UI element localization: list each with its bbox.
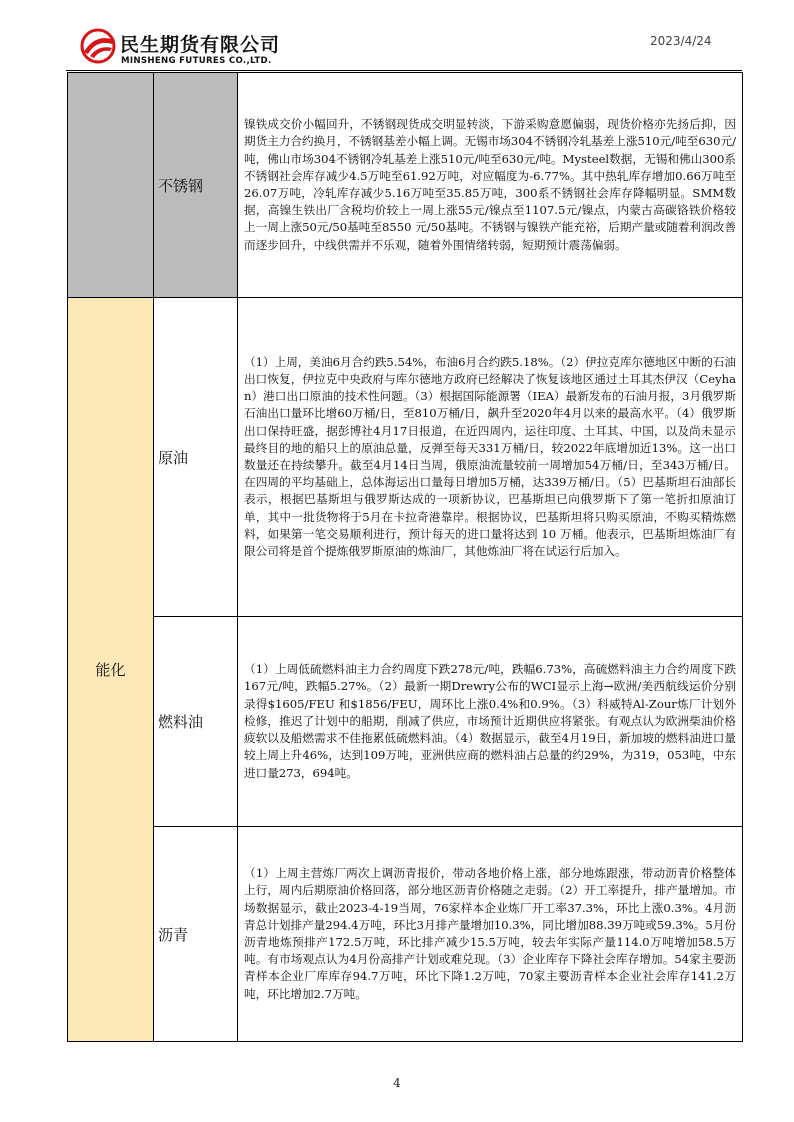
table-row-asphalt [68,827,743,1042]
subcategory-crude-oil: 原油 [154,298,238,617]
commodity-table [67,72,743,1042]
header-divider [66,70,742,71]
subcategory-asphalt: 沥青 [154,827,238,1042]
page-header [0,0,794,72]
category-energy-chemical: 能化 [68,298,154,1042]
table-row-crude [68,298,743,617]
subcategory-fuel-oil: 燃料油 [154,617,238,827]
stainless-commentary: 镍铁成交价小幅回升，不锈钢现货成交明显转淡，下游采购意愿偏弱，现货价格亦先扬后抑，因期货主力合约换月，不锈钢基差小幅上调。无锡市场304不锈钢冷轧基差上涨510元/吨至630元/吨，佛山市场304不锈钢冷轧基差上涨510元/吨至630元/吨。Mysteel数据，无锡和佛山300系不锈钢社会库存减少4.5万吨至61.92万吨，对应幅度为-6.77%。其中热轧库存增加0.66万吨至26.07万吨，冷轧库存减少5.16万吨至35.85万吨，300系不锈钢社会库存降幅明显。SMM数据，高镍生铁出厂含税均价较上一周上涨55元/镍点至1107.5元/镍点，内蒙古高碳铬铁价格较上一周上涨50元/50基吨至8550 元/50基吨。不锈钢与镍铁产能充裕，后期产量或随着利润改善而逐步回升，中线供需并不乐观，随着外围情绪转弱，短期预计震荡偏弱。 [238,73,743,298]
asphalt-commentary: （1）上周主营炼厂两次上调沥青报价，带动各地价格上涨，部分地炼跟涨，带动沥青价格整体上行，周内后期原油价格回落，部分地区沥青价格随之走弱。（2）开工率提升，排产量增加。市场数据显示，截止2023-4-19当周，76家样本企业炼厂开工率37.3%，环比上涨0.3%。4月沥青总计划排产量294.4万吨，环比3月排产量增加10.3%，同比增加88.39万吨或59.3%。5月份沥青地炼预排产172.5万吨，环比排产减少15.5万吨，较去年实际产量114.0万吨增加58.5万吨。有市场观点认为4月份高排产计划或难兑现。（3）企业库存下降社会库存增加。54家主要沥青样本企业厂库库存94.7万吨，环比下降1.2万吨，70家主要沥青样本企业社会库存141.2万吨，环比增加2.7万吨。 [238,827,743,1042]
page-number: 4 [393,1076,401,1090]
company-name-en: MINSHENG FUTURES CO.,LTD. [121,56,272,66]
table-row-stainless [68,73,743,298]
crude-oil-commentary: （1）上周，美油6月合约跌5.54%，布油6月合约跌5.18%。（2）伊拉克库尔德地区中断的石油出口恢复，伊拉克中央政府与库尔德地方政府已经解决了恢复该地区通过土耳其杰伊汉（Ceyhan）港口出口原油的技术性问题。（3）根据国际能源署（IEA）最新发布的石油月报，3月俄罗斯石油出口量环比增60万桶/日，至810万桶/日，飙升至2020年4月以来的最高水平。（4）俄罗斯出口保持旺盛，据彭博社4月17日报道，在近四周内，运往印度、土耳其、中国，以及尚未显示最终目的地的船只上的原油总量，反弹至每天331万桶/日，较2022年底增加近13%。这一出口数量还在持续攀升。截至4月14日当周，俄原油流量较前一周增加54万桶/日，至343万桶/日。在四周的平均基础上，总体海运出口量每日增加5万桶，达339万桶/日。（5）巴基斯坦石油部长表示，根据巴基斯坦与俄罗斯达成的一项新协议，巴基斯坦已向俄罗斯下了第一笔折扣原油订单，其中一批货物将于5月在卡拉奇港靠岸。根据协议，巴基斯坦将只购买原油，不购买精炼燃料，如果第一笔交易顺利进行，预计每天的进口量将达到 10 万桶。他表示，巴基斯坦炼油厂有限公司将是首个提炼俄罗斯原油的炼油厂，其他炼油厂将在试运行后加入。 [238,298,743,617]
minsheng-logo-icon [80,28,116,64]
table-row-fuel-oil [68,617,743,827]
category-cell-empty [68,73,154,298]
company-name-cn: 民生期货有限公司 [120,34,281,56]
report-date: 2023/4/24 [650,34,712,48]
fuel-oil-commentary: （1）上周低硫燃料油主力合约周度下跌278元/吨，跌幅6.73%，高硫燃料油主力合约周度下跌167元/吨，跌幅5.27%。（2）最新一期Drewry公布的WCI显示上海→欧洲/美西航线运价分别录得$1605/FEU 和$1856/FEU，周环比上涨0.4%和0.9%。（3）科威特Al-Zour炼厂计划外检修，推迟了计划中的船期，削减了供应，市场预计近期供应将紧张。有观点认为欧洲柴油价格疲软以及船燃需求不佳拖累低硫燃料油。（4）数据显示，截至4月19日，新加坡的燃料油进口量较上周上升46%，达到109万吨，亚洲供应商的燃料油占总量的约29%，为319，053吨，中东进口量273，694吨。 [238,617,743,827]
subcategory-stainless: 不锈钢 [154,73,238,298]
